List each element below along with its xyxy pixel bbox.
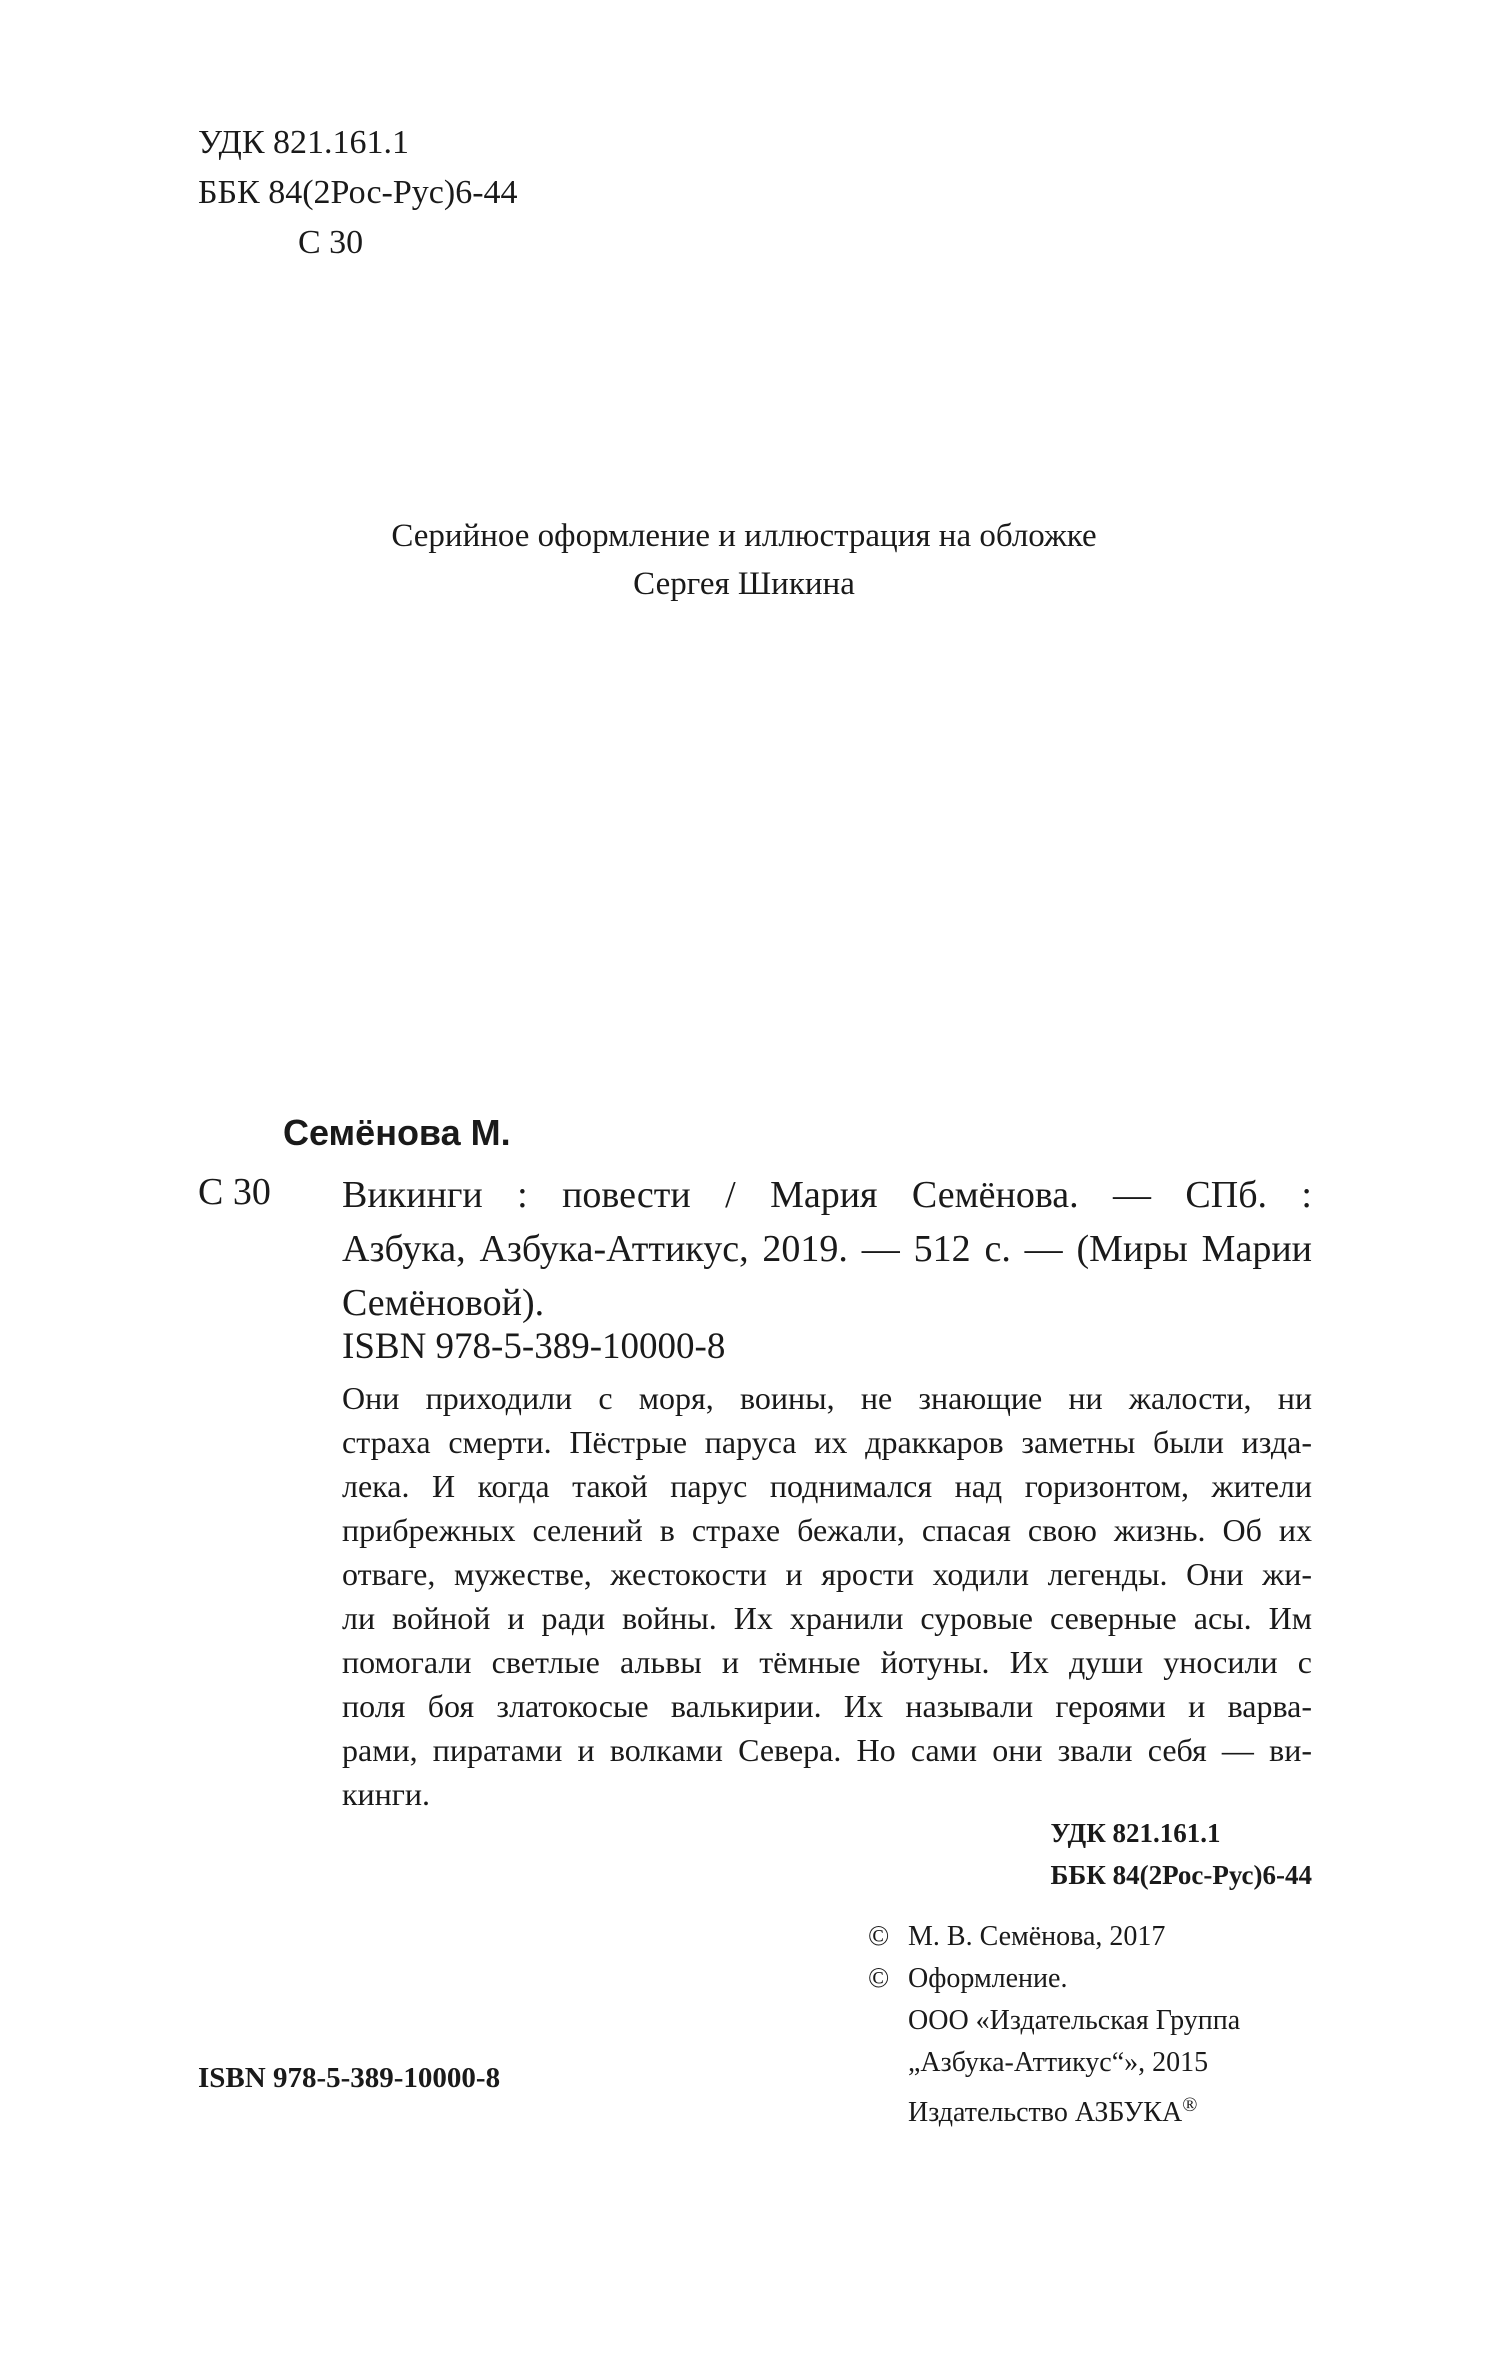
- annotation: [342, 1376, 1312, 1816]
- bibliographic-entry: [342, 1168, 1312, 1330]
- publisher-line-2: „Азбука-Аттикус“», 2015: [908, 2047, 1209, 2078]
- credits-line-2: Сергея Шикина: [633, 566, 855, 602]
- design-credits: [0, 512, 1488, 608]
- annotation-line: поля боя златокосые валькирии. Их называли героями и варва-: [342, 1688, 1312, 1724]
- udk-code: УДК 821.161.1: [198, 124, 410, 161]
- annotation-line: лека. И когда такой парус поднимался над горизонтом, жители: [342, 1468, 1312, 1504]
- publisher-line-3: [868, 2084, 1240, 2134]
- annotation-line: страха смерти. Пёстрые паруса их драккаров заметны были изда-: [342, 1424, 1312, 1460]
- copyright-design: [868, 1958, 1240, 2000]
- copyright-icon: ©: [868, 1921, 890, 1952]
- publisher-name: Издательство АЗБУКА: [908, 2097, 1183, 2128]
- classification-block: [198, 118, 518, 268]
- author-sign: С 30: [298, 224, 364, 261]
- copyright-block: [868, 1916, 1240, 2134]
- annotation-line: Они приходили с моря, воины, не знающие ни жалости, ни: [342, 1380, 1312, 1416]
- entry-code: С 30: [198, 1171, 271, 1213]
- biblio-line: Азбука, Азбука-Аттикус, 2019. — 512 с. — (Миры Марии: [342, 1228, 1312, 1270]
- entry-isbn: ISBN 978-5-389-10000-8: [342, 1326, 726, 1367]
- copyright-author-text: М. В. Семёнова, 2017: [908, 1921, 1166, 1952]
- annotation-line: кинги.: [342, 1776, 431, 1812]
- annotation-line: прибрежных селений в страхе бежали, спасая свою жизнь. Об их: [342, 1512, 1312, 1548]
- annotation-line: отваге, мужестве, жестокости и ярости ходили легенды. Они жи-: [342, 1556, 1312, 1592]
- isbn-bottom: ISBN 978-5-389-10000-8: [198, 2062, 501, 2094]
- registered-icon: ®: [1182, 2094, 1198, 2116]
- credits-line-1: Серийное оформление и иллюстрация на обложке: [391, 518, 1097, 554]
- bbk-code: ББК 84(2Рос-Рус)6-44: [198, 174, 518, 211]
- bbk-code-right: ББК 84(2Рос-Рус)6-44: [1050, 1860, 1312, 1890]
- udk-code-right: УДК 821.161.1: [1050, 1818, 1221, 1848]
- author-heading: Семёнова М.: [283, 1112, 511, 1153]
- copyright-icon: ©: [868, 1963, 890, 1994]
- annotation-line: ли войной и ради войны. Их хранили суровые северные асы. Им: [342, 1600, 1312, 1636]
- annotation-line: рами, пиратами и волками Севера. Но сами они звали себя — ви-: [342, 1732, 1312, 1768]
- classification-right: [1051, 1812, 1312, 1896]
- annotation-line: помогали светлые альвы и тёмные йотуны. Их души уносили с: [342, 1644, 1312, 1680]
- design-label: Оформление.: [908, 1963, 1068, 1994]
- copyright-author: [868, 1916, 1240, 1958]
- biblio-line: Семёновой).: [342, 1282, 545, 1324]
- publisher-line-1: ООО «Издательская Группа: [908, 2005, 1241, 2036]
- biblio-line: Викинги : повести / Мария Семёнова. — СПб. :: [342, 1174, 1312, 1216]
